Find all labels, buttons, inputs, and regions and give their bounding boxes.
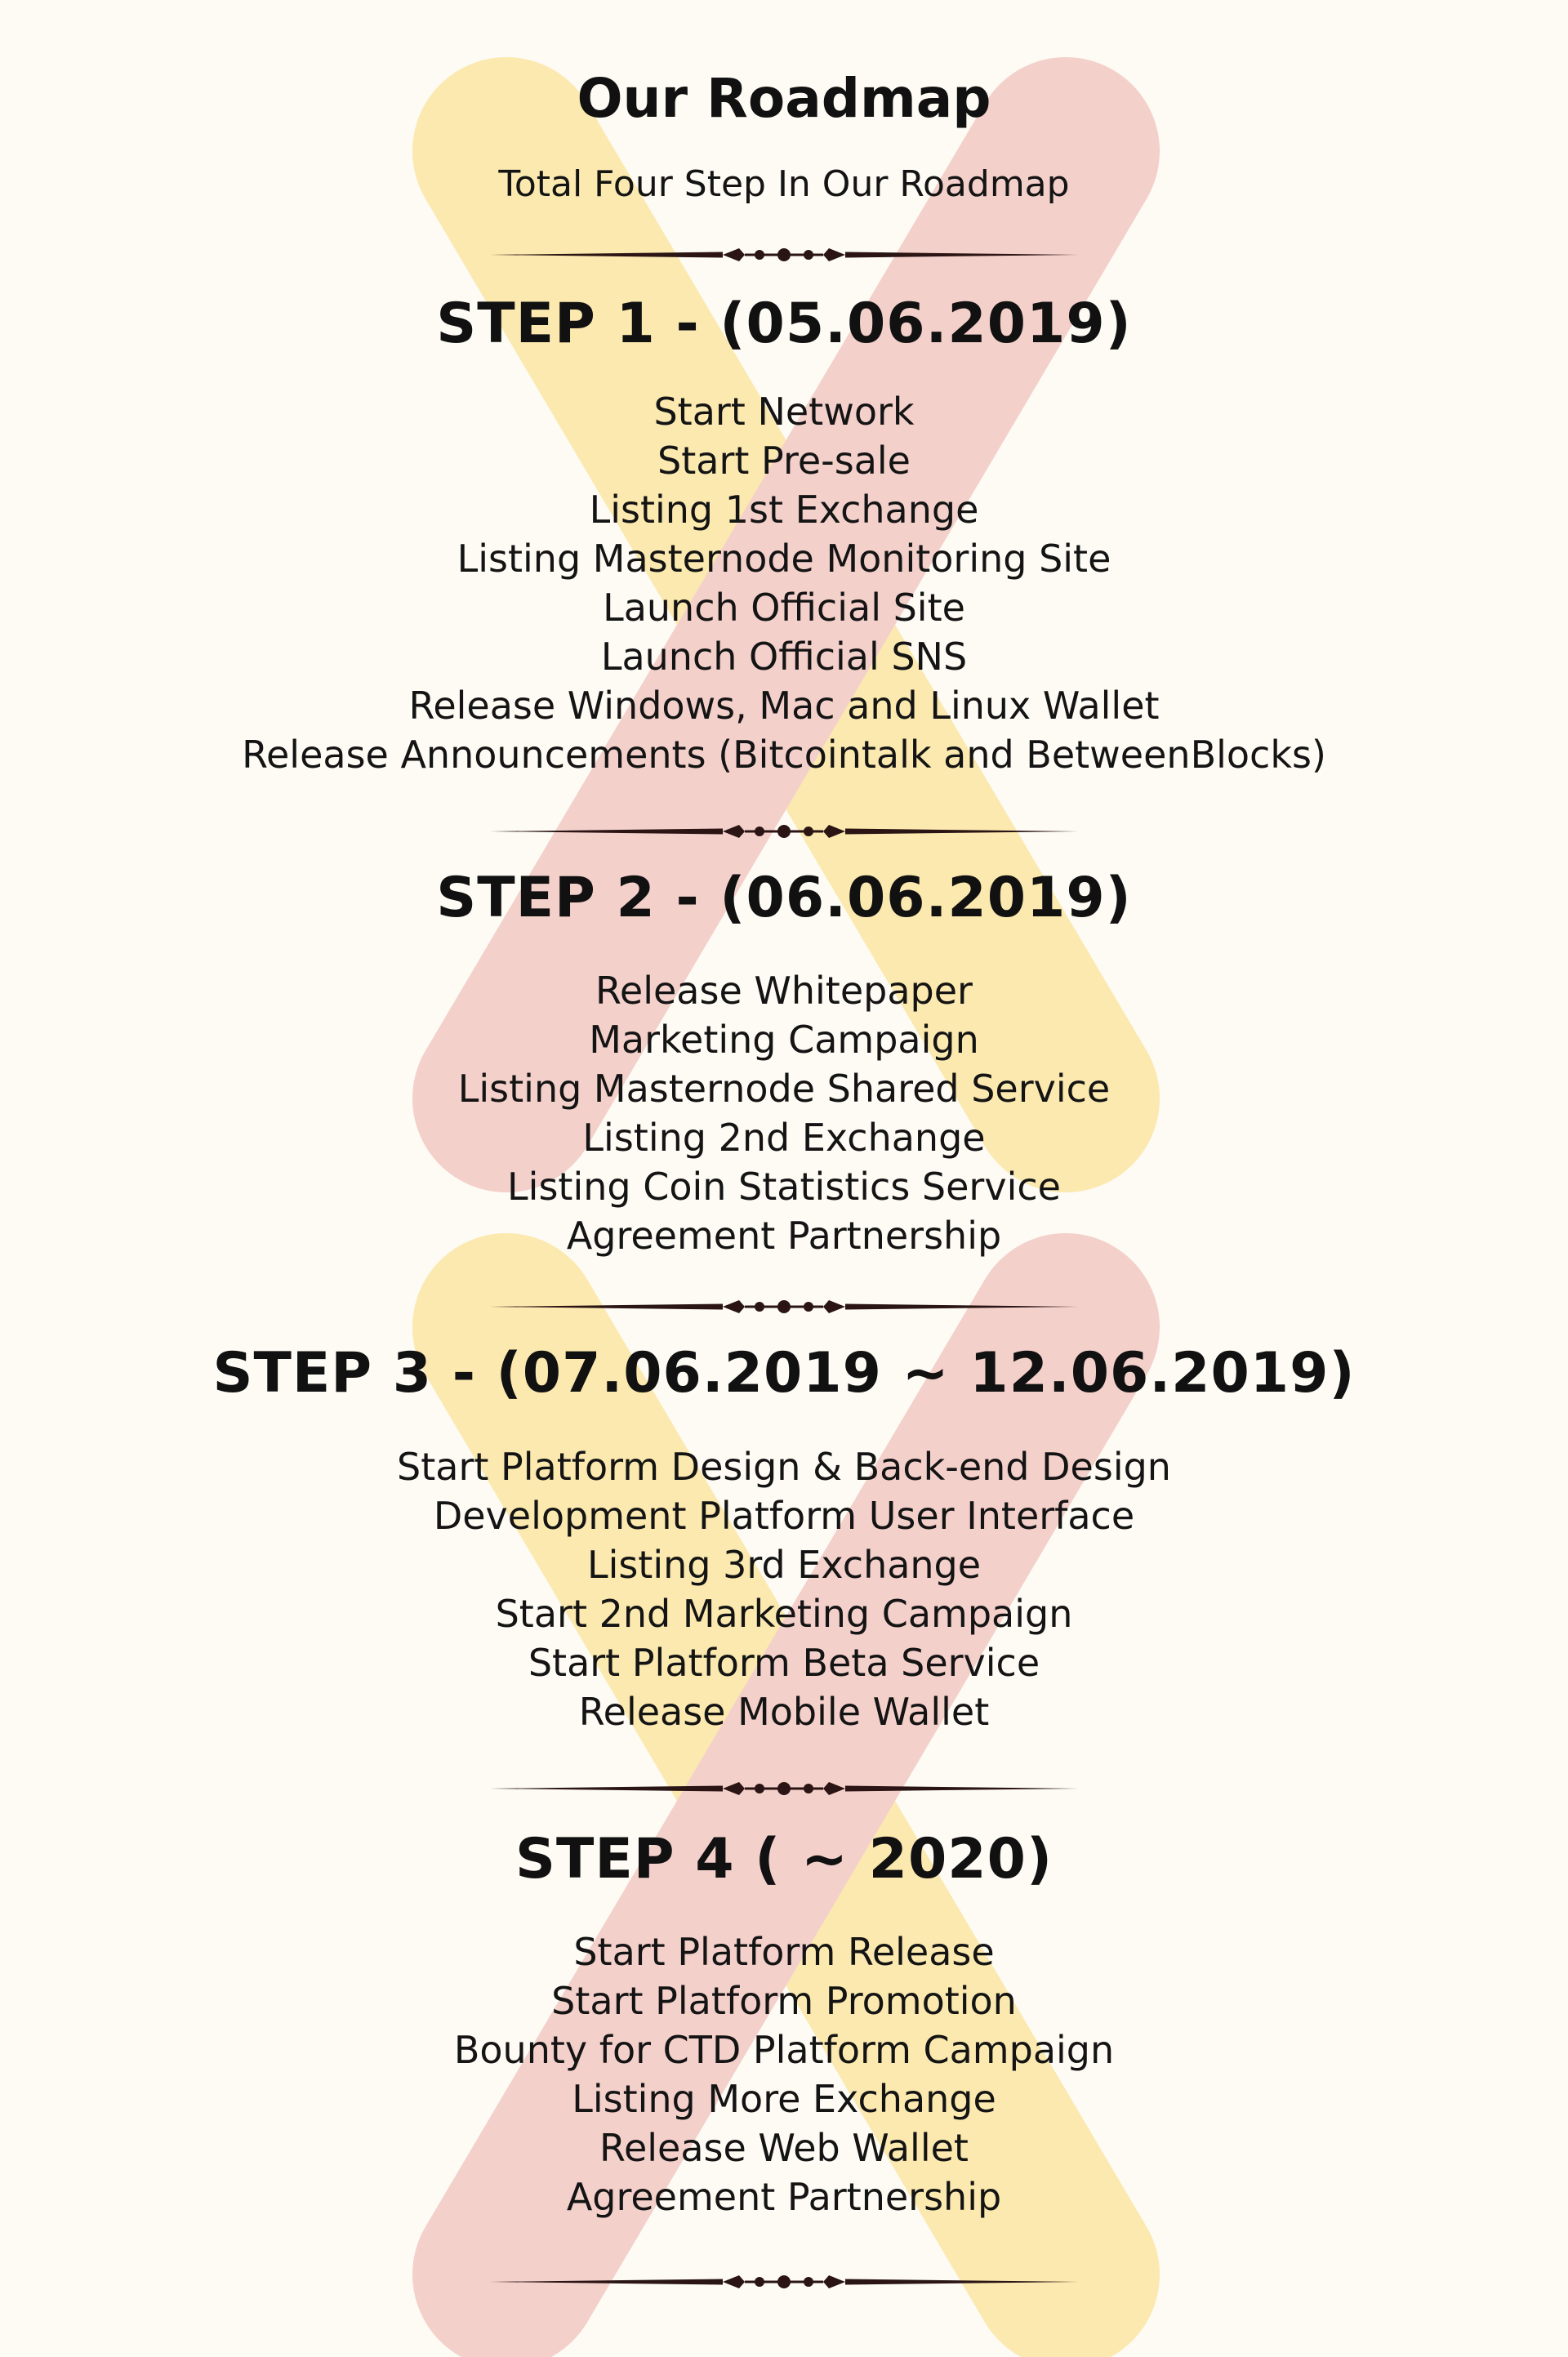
list-item: Listing Coin Statistics Service (507, 1165, 1061, 1209)
step-1-list (0, 387, 1568, 779)
ornament-divider (490, 238, 1078, 271)
page-title: Our Roadmap (577, 67, 991, 130)
step-4-list (0, 1927, 1568, 2221)
list-item: Listing 2nd Exchange (582, 1116, 986, 1160)
list-item: Start Pre-sale (657, 439, 911, 483)
list-item: Start 2nd Marketing Campaign (495, 1592, 1073, 1636)
ornament-divider (490, 1772, 1078, 1805)
list-item: Start Platform Design & Back-end Design (397, 1445, 1171, 1489)
list-item: Agreement Partnership (566, 1214, 1002, 1258)
list-item: Development Platform User Interface (433, 1494, 1135, 1538)
list-item: Listing 3rd Exchange (586, 1543, 982, 1587)
list-item: Agreement Partnership (566, 2175, 1002, 2219)
step-1-heading: STEP 1 - (05.06.2019) (436, 292, 1132, 356)
list-item: Start Platform Release (573, 1930, 995, 1974)
list-item: Bounty for CTD Platform Campaign (453, 2028, 1115, 2072)
list-item: Listing Masternode Monitoring Site (457, 537, 1111, 581)
list-item: Release Web Wallet (599, 2126, 969, 2170)
step-3-list (0, 1442, 1568, 1736)
list-item: Marketing Campaign (589, 1018, 979, 1062)
list-item: Start Platform Beta Service (528, 1641, 1040, 1685)
step-2-heading: STEP 2 - (06.06.2019) (436, 866, 1132, 930)
step-3-heading: STEP 3 - (07.06.2019 ~ 12.06.2019) (212, 1341, 1356, 1406)
list-item: Listing 1st Exchange (589, 488, 979, 532)
list-item: Listing Masternode Shared Service (457, 1067, 1111, 1111)
list-item: Launch Official Site (603, 586, 965, 630)
ornament-divider (490, 815, 1078, 848)
list-item: Release Windows, Mac and Linux Wallet (408, 684, 1160, 728)
list-item: Start Platform Promotion (551, 1979, 1017, 2023)
list-item: Start Network (653, 390, 915, 434)
list-item: Release Mobile Wallet (578, 1690, 990, 1734)
list-item: Release Announcements (Bitcointalk and BetweenBlocks) (242, 733, 1326, 777)
list-item: Release Whitepaper (595, 969, 973, 1013)
list-item: Launch Official SNS (600, 635, 968, 679)
ornament-divider (490, 1290, 1078, 1323)
step-2-list (0, 966, 1568, 1260)
ornament-divider (490, 2266, 1078, 2298)
page-subtitle: Total Four Step In Our Roadmap (498, 163, 1070, 205)
list-item: Listing More Exchange (572, 2077, 996, 2121)
step-4-heading: STEP 4 ( ~ 2020) (514, 1827, 1054, 1891)
